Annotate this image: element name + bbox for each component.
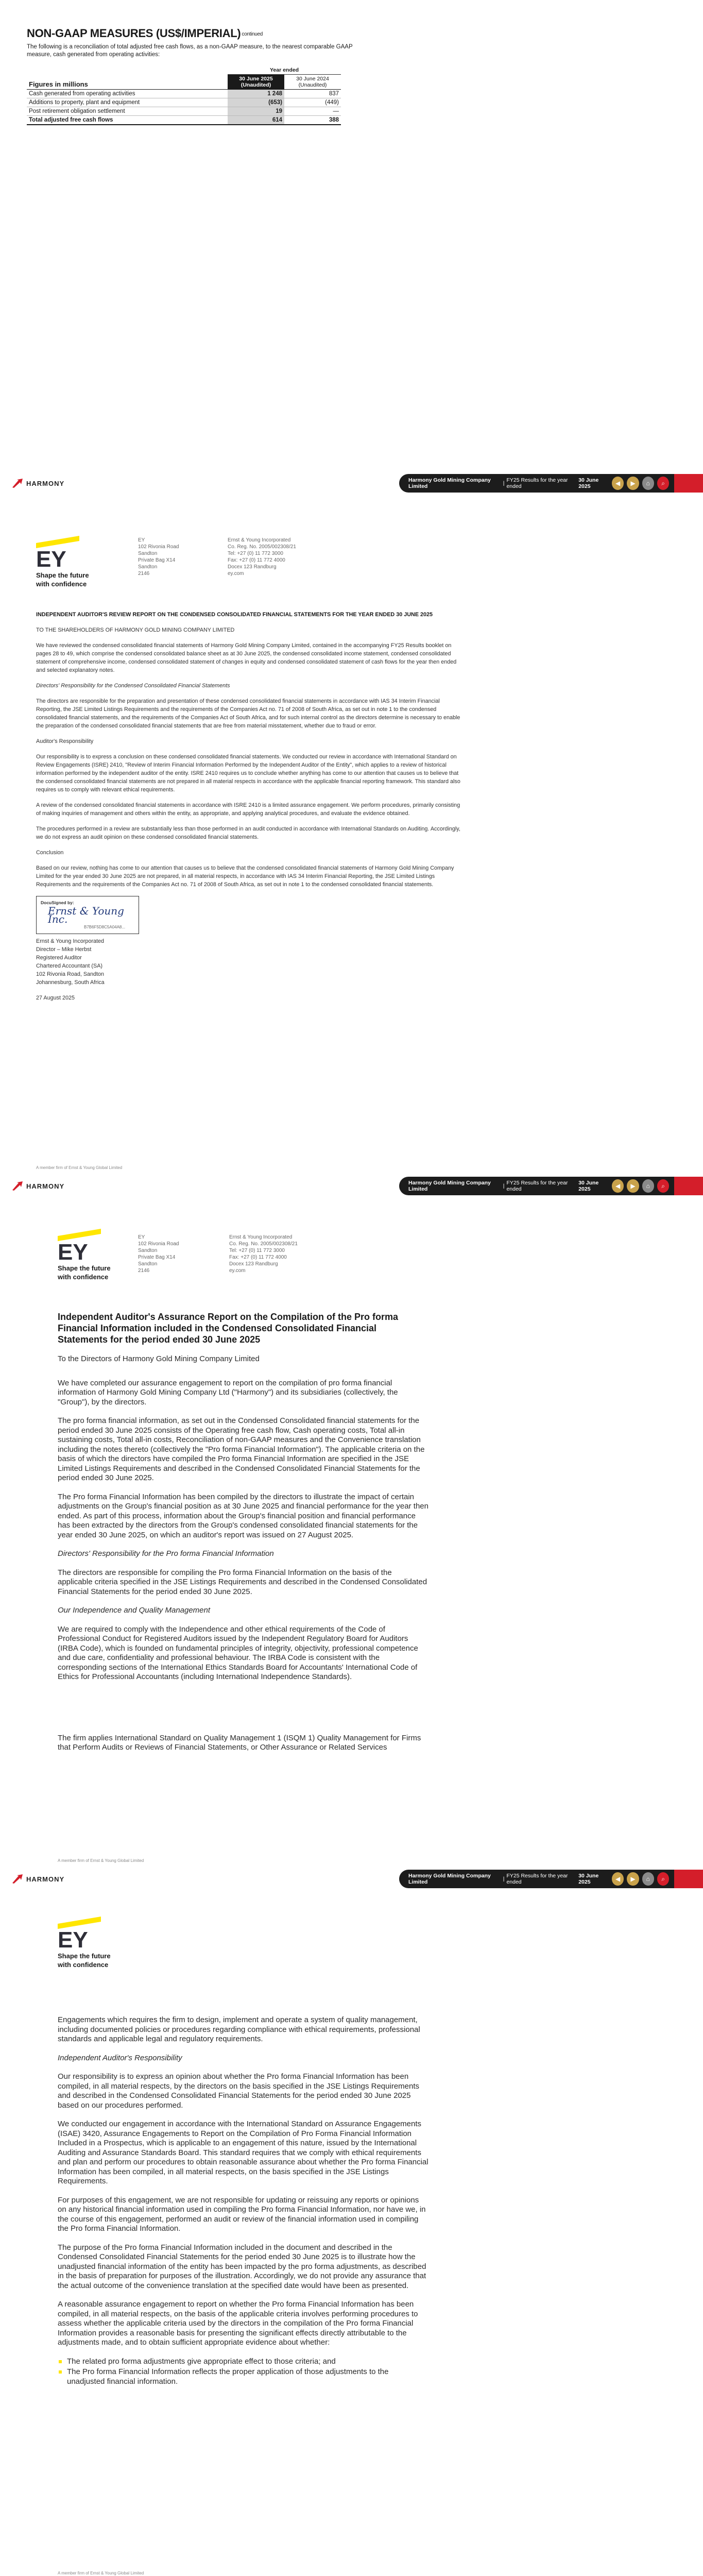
ey-logo-mark — [36, 536, 79, 568]
list-item: The Pro forma Financial Information reflects the proper application of those adjustments to the unadjusted financial information. — [58, 2367, 428, 2386]
back-icon[interactable]: ◀ — [612, 1179, 624, 1193]
col-prior: 30 June 2024 (Unaudited) — [284, 75, 341, 90]
section-heading: Our Independence and Quality Management — [58, 1606, 211, 1615]
home-icon[interactable]: ⌂ — [642, 1179, 654, 1193]
harmony-logo: HARMONY — [11, 1874, 64, 1884]
forward-icon[interactable]: ▶ — [627, 1179, 639, 1193]
year-ended-header: Year ended — [228, 66, 341, 75]
addressee: TO THE SHAREHOLDERS OF HARMONY GOLD MINING COMPANY LIMITED — [36, 627, 235, 633]
figures-label: Figures in millions — [27, 75, 228, 90]
col-current: 30 June 2025 (Unaudited) — [228, 75, 284, 90]
search-icon[interactable]: ⌕ — [657, 1179, 669, 1193]
table-row: Cash generated from operating activities 1 248 837 — [27, 90, 341, 98]
ey-logo: EY Shape the future with confidence — [58, 1229, 111, 1281]
page-review-report — [0, 515, 703, 1203]
svg-text:EY: EY — [36, 547, 66, 568]
footer-bar: Harmony Gold Mining Company Limited | FY25 Results for the year ended 30 June 2025 ◀ ▶ ⌂ ⌕ — [399, 1870, 703, 1888]
harmony-arrow-icon — [11, 1181, 25, 1191]
continued-label: continued — [242, 31, 263, 37]
criteria-list — [58, 2357, 428, 2387]
ey-member-note: A member firm of Ernst & Young Global Limited — [58, 1858, 144, 1863]
intro-text: The following is a reconciliation of total adjusted free cash flows, as a non-GAAP measure, to the nearest comparable GAAP measure, cash generated from operating activities: — [27, 44, 353, 58]
report-heading: Independent Auditor's Assurance Report on the Compilation of the Pro forma Financial Information included in the Condensed Consolidated Financial Statements for the period ended 30 June 2025 — [58, 1312, 398, 1345]
svg-text:EY: EY — [58, 1927, 88, 1948]
svg-text:EY: EY — [58, 1240, 88, 1261]
forward-icon[interactable]: ▶ — [627, 477, 639, 490]
search-icon[interactable]: ⌕ — [657, 1872, 669, 1886]
review-report-body: INDEPENDENT AUDITOR'S REVIEW REPORT ON THE CONDENSED CONSOLIDATED FINANCIAL STATEMENTS FOR THE YEAR ENDED 30 JUNE 2025 TO THE SHAREHOLDERS OF HARMONY GOLD MINING COMPANY LIMITED We have reviewed the condensed consolidated financial statements of Harmony Gold Mining Company Limited, contained in the accompanying FY25 Results booklet on pages 28 to 49, which comprise the condensed consolidated balance sheet as at 30 June 2025, the condensed consolidated income statement, condensed consolidated statement of comprehensive income, condensed consolidated statement of changes in equity and condensed consolidated statement of cash flows for the year then ended and selected explanatory notes. Directors' Responsibility for the Condensed Consolidated Financial Statements The directors are responsible for the preparation and presentation of these condensed consolidated financial statements in accordance with IAS 34 Interim Financial Reporting, the JSE Limited Listings Requirements and the requirements of the Companies Act no. 71 of 2008 of South Africa, as set out in note 1 to the condensed consolidated financial statements, and the requirements of the Companies Act of South Africa, and for such internal control as the directors determine is necessary to enable the preparation of the condensed consolidated financial statements that are free from material misstatement, whether due to fraud or error. Auditor's Responsibility Our responsibility is to express a conclusion on these condensed consolidated financial statements. We conducted our review in accordance with International Standard on Review Engagements (ISRE) 2410, "Review of Interim Financial Information Performed by the Independent Auditor of the Entity", which applies to a review of historical information performed by the independent auditor of the entity. ISRE 2410 requires us to conclude whether anything has come to our attention that causes us to believe that the condensed consolidated financial statements are not prepared in all material respects in accordance with the applicable financial reporting framework. This standard also requires us to comply with relevant ethical requirements. A review of the condensed consolidated financial statements in accordance with ISRE 2410 is a limited assurance engagement. We perform procedures, primarily consisting of making inquiries of management and others within the entity, as appropriate, and applying analytical procedures, and evaluate the evidence obtained. The procedures performed in a review are substantially less than those performed in an audit conducted in accordance with International Standards on Auditing. Accordingly, we do not express an audit opinion on these condensed consolidated financial statements. Conclusion Based on our review, nothing has come to our attention that causes us to believe that the condensed consolidated financial statements of Harmony Gold Mining Company Limited for the year ended 30 June 2025 are not prepared, in all material respects, in accordance with IAS 34 Interim Financial Reporting, the JSE Limited Listings Requirements and the requirements of the Companies Act no. 71 of 2008 of South Africa, as set out in note 1 to the condensed consolidated financial statements. DocuSigned by: Ernst & Young Inc. B7B6F5D8C5A04A8... Ernst & Young Incorporated Director – Mike Herbst Registered Auditor Chartered Accountant (SA) 102 Rivonia Road, Sandton Johannesburg, South Africa 27 August 2025 — [36, 611, 464, 1009]
free-cash-flow-table — [27, 66, 341, 125]
ey-logo: EY Shape the future with confidence — [58, 1917, 111, 1969]
ey-member-note: A member firm of Ernst & Young Global Limited — [58, 2571, 144, 2575]
section-heading: Independent Auditor's Responsibility — [58, 2053, 182, 2062]
assurance-report-body: Independent Auditor's Assurance Report on the Compilation of the Pro forma Financial Information included in the Condensed Consolidated Financial Statements for the period ended 30 June 2025 To the Directors of Harmony Gold Mining Company Limited We have completed our assurance engagement to report on the compilation of pro forma financial information of Harmony Gold Mining Company Ltd ("Harmony") and its subsidiaries (collectively, the "Group"), by the directors. The pro forma financial information, as set out in the Condensed Consolidated financial statements for the period ended 30 June 2025 consists of the Operating free cash flow, Cash operating costs, Total all-in sustaining costs, Total all-in costs, Reconciliation of non-GAAP measures and the Convenience translation including the notes thereto (collectively the "Pro forma Financial Information"). The applicable criteria on the basis of which the directors have compiled the Pro forma Financial Information are specified in the JSE Limited Listings Requirements and described in the Condensed Consolidated Financial Statements for the period ended 30 June 2025. The Pro forma Financial Information has been compiled by the directors to illustrate the impact of certain adjustments on the Group's financial position as at 30 June 2025 and financial performance for the year then ended. As part of this process, information about the Group's financial position and financial performance has been extracted by the directors from the Group's condensed consolidated financial statements for the year ended 30 June 2025, on which an auditor's report was issued on 27 August 2025. Directors' Responsibility for the Pro forma Financial Information The directors are responsible for compiling the Pro forma Financial Information on the basis of the applicable criteria specified in the JSE Listings Requirements and described in the Condensed Consolidated Financial Statements for the period ended 30 June 2025. Our Independence and Quality Management We are required to comply with the Independence and other ethical requirements of the Code of Professional Conduct for Registered Auditors issued by the Independent Regulatory Board for Auditors (IRBA Code), which is founded on fundamental principles of integrity, objectivity, professional competence and due care, confidentiality and professional behaviour. The IRBA Code is consistent with the corresponding sections of the International Ethics Standards Board for Accountants' International Code of Ethics for Professional Accountants (including International Independence Standards). The firm applies International Standard on Quality Management 1 (ISQM 1) Quality Management for Firms that Perform Audits or Reviews of Financial Statements, or Other Assurance or Related Services — [58, 1312, 428, 1752]
back-icon[interactable]: ◀ — [612, 477, 624, 490]
addressee: To the Directors of Harmony Gold Mining Company Limited — [58, 1354, 260, 1363]
harmony-arrow-icon — [11, 1874, 25, 1884]
harmony-arrow-icon — [11, 478, 25, 488]
list-item: The related pro forma adjustments give appropriate effect to those criteria; and — [58, 2357, 428, 2367]
report-date: 27 August 2025 — [36, 995, 75, 1001]
page-non-gaap — [0, 0, 703, 505]
ey-address: EY 102 Rivonia Road Sandton Private Bag X14 Sandton 2146 — [138, 1234, 179, 1274]
footer-bar: Harmony Gold Mining Company Limited | FY25 Results for the year ended 30 June 2025 ◀ ▶ ⌂ ⌕ — [399, 1177, 703, 1195]
section-heading: Directors' Responsibility for the Pro forma Financial Information — [58, 1549, 274, 1558]
section-heading: Conclusion — [36, 850, 64, 856]
total-row: Total adjusted free cash flows 614 388 — [27, 116, 341, 125]
page-title: NON-GAAP MEASURES (US$/IMPERIAL) continued — [27, 27, 263, 40]
table-row: Additions to property, plant and equipment (653) (449) — [27, 98, 341, 107]
ey-logo: EY Shape the future with confidence — [36, 536, 89, 588]
ey-address: EY 102 Rivonia Road Sandton Private Bag X14 Sandton 2146 — [138, 537, 179, 577]
section-heading: Directors' Responsibility for the Condensed Consolidated Financial Statements — [36, 683, 230, 689]
page-assurance-report-continued — [0, 1901, 703, 2576]
forward-icon[interactable]: ▶ — [627, 1872, 639, 1886]
page-assurance-report — [0, 1208, 703, 1896]
assurance-report-body: Engagements which requires the firm to design, implement and operate a system of quality management, including documented policies or procedures regarding compliance with ethical requirements, professional standards and applicable legal and regulatory requirements. Independent Auditor's Responsibility Our responsibility is to express an opinion about whether the Pro forma Financial Information has been compiled, in all material respects, by the directors on the basis specified in the JSE Listings Requirements and described in the Condensed Consolidated Financial Statements for the period ended 30 June 2025 based on our procedures performed. We conducted our engagement in accordance with the International Standard on Assurance Engagements (ISAE) 3420, Assurance Engagements to Report on the Compilation of Pro Forma Financial Information Included in a Prospectus, which is applicable to an engagement of this nature, issued by the International Auditing and Assurance Standards Board. This standard requires that we comply with ethical requirements and plan and perform our procedures to obtain reasonable assurance about whether the Pro forma Financial Information has been compiled, in all material respects, on the basis specified in the JSE Listings Requirements. For purposes of this engagement, we are not responsible for updating or reissuing any reports or opinions on any historical financial information used in compiling the Pro forma Financial Information, nor have we, in the course of this engagement, performed an audit or review of the financial information used in compiling the Pro forma Financial Information. The purpose of the Pro forma Financial Information included in the document and described in the Condensed Consolidated Financial Statements for the period ended 30 June 2025 is to illustrate how the unadjusted financial information of the entity has been impacted by the pro forma adjustments, as described in the basis of preparation for purposes of the illustration. Accordingly, we do not provide any assurance that the actual outcome of the convenience translation at the specified date would have been as presented. A reasonable assurance engagement to report on whether the Pro forma Financial Information has been compiled, in all material respects, on the basis of the applicable criteria involves performing procedures to assess whether the applicable criteria used by the directors in the compilation of the Pro forma Financial Information provides a reasonable basis for presenting the significant effects directly attributable to the adjustments made, and to obtain sufficient appropriate evidence about whether: The related pro forma adjustments give appropriate effect to those criteria; and The Pro forma Financial Information reflects the proper application of those adjustments to the unadjusted financial information. — [58, 2015, 428, 2386]
signatory-block: Ernst & Young Incorporated Director – Mike Herbst Registered Auditor Chartered Accountant (SA) 102 Rivonia Road, Sandton Johannesburg, South Africa — [36, 938, 105, 986]
ey-logo-mark — [58, 1917, 101, 1948]
docusign-signature: DocuSigned by: Ernst & Young Inc. B7B6F5D8C5A04A8... — [36, 896, 139, 934]
signature: Ernst & Young Inc. — [48, 905, 124, 925]
harmony-logo: HARMONY — [11, 1181, 64, 1191]
ey-registration: Ernst & Young Incorporated Co. Reg. No. 2005/002308/21 Tel: +27 (0) 11 772 3000 Fax: +27 (0) 11 772 4000 Docex 123 Randburg ey.com — [229, 1234, 298, 1274]
ey-registration: Ernst & Young Incorporated Co. Reg. No. 2005/002308/21 Tel: +27 (0) 11 772 3000 Fax: +27 (0) 11 772 4000 Docex 123 Randburg ey.com — [228, 537, 296, 577]
report-heading: INDEPENDENT AUDITOR'S REVIEW REPORT ON THE CONDENSED CONSOLIDATED FINANCIAL STATEMENTS FOR THE YEAR ENDED 30 JUNE 2025 — [36, 612, 433, 618]
home-icon[interactable]: ⌂ — [642, 477, 654, 490]
table-row: Post retirement obligation settlement 19 — — [27, 107, 341, 116]
footer-bar: Harmony Gold Mining Company Limited | FY25 Results for the year ended 30 June 2025 ◀ ▶ ⌂ ⌕ — [399, 474, 703, 493]
ey-logo-mark — [58, 1229, 101, 1261]
home-icon[interactable]: ⌂ — [642, 1872, 654, 1886]
ey-member-note: A member firm of Ernst & Young Global Limited — [36, 1165, 123, 1170]
section-heading: Auditor's Responsibility — [36, 738, 94, 744]
search-icon[interactable]: ⌕ — [657, 477, 669, 490]
harmony-logo: HARMONY — [11, 478, 64, 488]
back-icon[interactable]: ◀ — [612, 1872, 624, 1886]
